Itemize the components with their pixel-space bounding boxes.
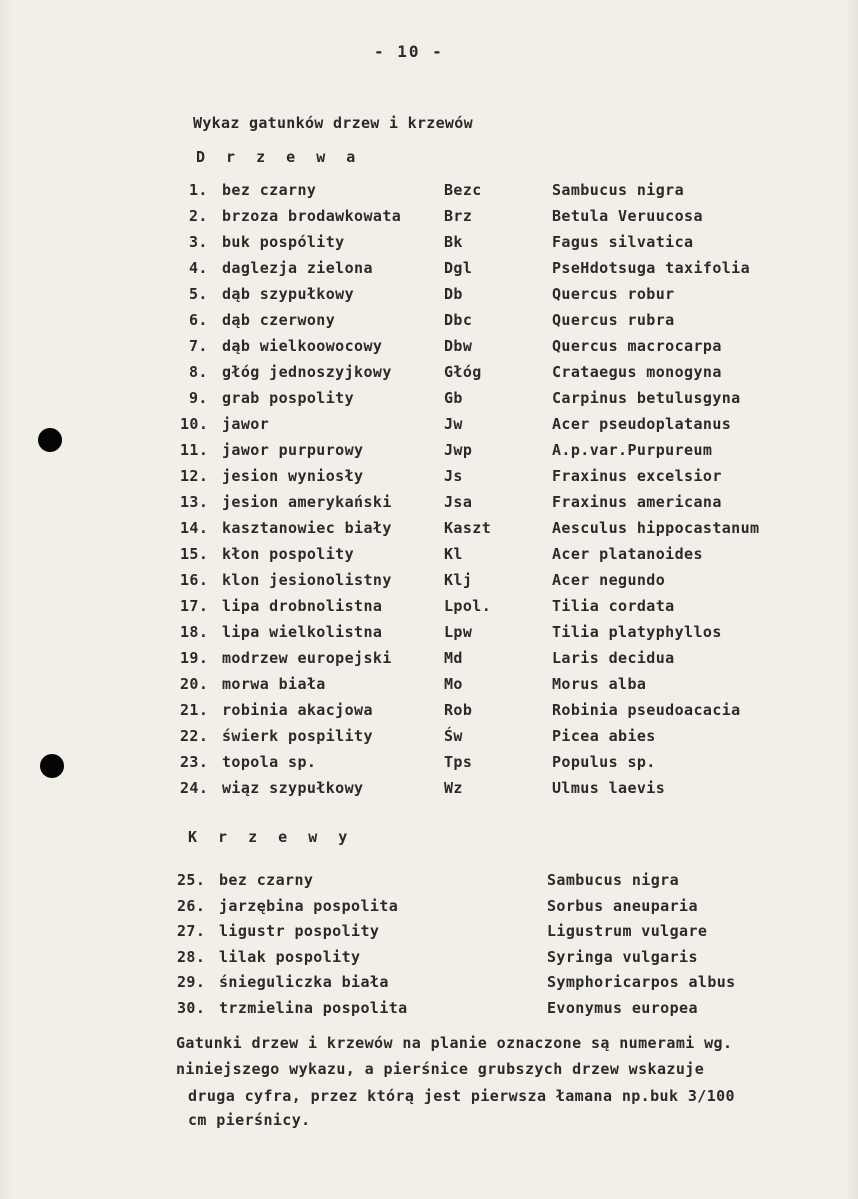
footer-line: niniejszego wykazu, a pierśnice grubszych drzew wskazuje <box>176 1060 705 1078</box>
shrub-number: 27. <box>177 922 206 940</box>
shrubs-heading: K r z e w y <box>188 828 354 846</box>
punch-hole-bottom <box>40 754 64 778</box>
tree-latin-name: Tilia platyphyllos <box>552 623 722 641</box>
tree-polish-name: modrzew europejski <box>222 649 392 667</box>
tree-abbreviation: Dbw <box>444 337 473 355</box>
tree-abbreviation: Bk <box>444 233 463 251</box>
tree-polish-name: wiąz szypułkowy <box>222 779 364 797</box>
tree-number: 3. <box>189 233 208 251</box>
tree-latin-name: Sambucus nigra <box>552 181 685 199</box>
tree-abbreviation: Dgl <box>444 259 473 277</box>
tree-polish-name: lipa wielkolistna <box>222 623 383 641</box>
tree-polish-name: klon jesionolistny <box>222 571 392 589</box>
tree-number: 21. <box>180 701 209 719</box>
shrub-polish-name: jarzębina pospolita <box>219 896 399 915</box>
tree-latin-name: Acer negundo <box>552 571 666 589</box>
tree-polish-name: jesion wyniosły <box>222 467 364 485</box>
tree-number: 14. <box>180 519 209 537</box>
tree-abbreviation: Lpol. <box>444 597 492 615</box>
tree-latin-name: Acer pseudoplatanus <box>552 415 732 433</box>
tree-latin-name: Laris decidua <box>552 649 675 667</box>
tree-abbreviation: Jsa <box>444 493 473 511</box>
tree-number: 19. <box>180 649 209 667</box>
tree-latin-name: Tilia cordata <box>552 597 675 615</box>
tree-abbreviation: Db <box>444 285 463 303</box>
shrub-latin-name: Ligustrum vulgare <box>547 922 708 940</box>
tree-abbreviation: Gb <box>444 389 463 407</box>
tree-abbreviation: Jw <box>444 415 463 433</box>
tree-latin-name: Quercus macrocarpa <box>552 337 722 355</box>
tree-number: 23. <box>180 753 209 771</box>
tree-latin-name: Fraxinus americana <box>552 493 722 511</box>
tree-latin-name: Crataegus monogyna <box>552 363 722 381</box>
shrub-polish-name: bez czarny <box>219 871 314 889</box>
tree-abbreviation: Mo <box>444 675 463 693</box>
tree-number: 18. <box>180 623 209 641</box>
tree-number: 10. <box>180 415 209 433</box>
tree-latin-name: Morus alba <box>552 675 647 693</box>
tree-polish-name: dąb wielkoowocowy <box>222 337 383 355</box>
tree-abbreviation: Kaszt <box>444 519 492 537</box>
tree-abbreviation: Js <box>444 467 463 485</box>
tree-abbreviation: Tps <box>444 753 473 771</box>
tree-polish-name: jawor <box>222 415 270 433</box>
tree-latin-name: Quercus rubra <box>552 311 675 329</box>
trees-heading: D r z e w a <box>196 148 362 166</box>
tree-number: 6. <box>189 311 208 329</box>
tree-abbreviation: Dbc <box>444 311 473 329</box>
tree-latin-name: Aesculus hippocastanum <box>552 519 760 537</box>
tree-polish-name: bez czarny <box>222 181 317 199</box>
tree-latin-name: Robinia pseudoacacia <box>552 701 741 719</box>
tree-latin-name: Ulmus laevis <box>552 779 666 797</box>
tree-abbreviation: Brz <box>444 207 473 225</box>
shrub-latin-name: Evonymus europea <box>547 998 698 1017</box>
tree-polish-name: topola sp. <box>222 753 317 771</box>
tree-number: 13. <box>180 493 209 511</box>
shrub-polish-name: trzmielina pospolita <box>219 998 408 1017</box>
tree-latin-name: Populus sp. <box>552 753 656 771</box>
tree-number: 4. <box>189 259 208 277</box>
tree-polish-name: buk pospólity <box>222 233 345 251</box>
tree-polish-name: morwa biała <box>222 675 326 693</box>
tree-number: 11. <box>180 441 209 459</box>
tree-latin-name: PseHdotsuga taxifolia <box>552 259 751 277</box>
tree-polish-name: jawor purpurowy <box>222 441 364 459</box>
tree-latin-name: Carpinus betulusgyna <box>552 389 741 407</box>
tree-number: 2. <box>189 207 208 225</box>
tree-number: 1. <box>189 181 208 199</box>
tree-polish-name: świerk pospility <box>222 727 373 745</box>
tree-number: 9. <box>189 389 208 407</box>
tree-abbreviation: Klj <box>444 571 473 589</box>
tree-polish-name: głóg jednoszyjkowy <box>222 363 392 381</box>
tree-polish-name: grab pospolity <box>222 389 355 407</box>
shrub-number: 30. <box>177 998 206 1017</box>
punch-hole-top <box>38 428 62 452</box>
tree-polish-name: brzoza brodawkowata <box>222 207 402 225</box>
page-number: - 10 - <box>374 42 444 61</box>
tree-abbreviation: Rob <box>444 701 473 719</box>
tree-abbreviation: Wz <box>444 779 463 797</box>
tree-latin-name: Fraxinus excelsior <box>552 467 722 485</box>
shrub-number: 26. <box>177 896 206 915</box>
shrub-latin-name: Sorbus aneuparia <box>547 896 698 915</box>
tree-polish-name: dąb czerwony <box>222 311 336 329</box>
shrub-latin-name: Sambucus nigra <box>547 871 680 889</box>
page-title: Wykaz gatunków drzew i krzewów <box>193 114 473 132</box>
tree-number: 12. <box>180 467 209 485</box>
tree-polish-name: daglezja zielona <box>222 259 373 277</box>
tree-polish-name: jesion amerykański <box>222 493 392 511</box>
shrub-latin-name: Symphoricarpos albus <box>547 973 736 991</box>
shrub-number: 25. <box>177 871 206 889</box>
shrub-number: 29. <box>177 973 206 991</box>
tree-number: 17. <box>180 597 209 615</box>
tree-latin-name: Betula Veruucosa <box>552 207 703 225</box>
tree-polish-name: robinia akacjowa <box>222 701 373 719</box>
tree-abbreviation: Jwp <box>444 441 473 459</box>
tree-latin-name: Picea abies <box>552 727 656 745</box>
tree-latin-name: Quercus robur <box>552 285 675 303</box>
tree-number: 7. <box>189 337 208 355</box>
tree-polish-name: lipa drobnolistna <box>222 597 383 615</box>
shrub-polish-name: lilak pospolity <box>219 947 361 966</box>
footer-line: cm pierśnicy. <box>188 1111 311 1129</box>
tree-polish-name: kłon pospolity <box>222 545 355 563</box>
tree-polish-name: kasztanowiec biały <box>222 519 392 537</box>
tree-number: 20. <box>180 675 209 693</box>
tree-latin-name: A.p.var.Purpureum <box>552 441 713 459</box>
tree-number: 15. <box>180 545 209 563</box>
tree-number: 16. <box>180 571 209 589</box>
tree-abbreviation: Bezc <box>444 181 482 199</box>
footer-line: Gatunki drzew i krzewów na planie oznaczone są numerami wg. <box>176 1034 733 1052</box>
tree-abbreviation: Lpw <box>444 623 473 641</box>
shrub-polish-name: śnieguliczka biała <box>219 973 389 991</box>
shrub-polish-name: ligustr pospolity <box>219 922 380 940</box>
tree-polish-name: dąb szypułkowy <box>222 285 355 303</box>
tree-latin-name: Fagus silvatica <box>552 233 694 251</box>
tree-abbreviation: Głóg <box>444 363 482 381</box>
shrub-latin-name: Syringa vulgaris <box>547 947 698 966</box>
footer-line: druga cyfra, przez którą jest pierwsza łamana np.buk 3/100 <box>188 1087 735 1105</box>
tree-number: 5. <box>189 285 208 303</box>
tree-number: 22. <box>180 727 209 745</box>
shrub-number: 28. <box>177 947 206 966</box>
tree-abbreviation: Św <box>444 727 463 745</box>
tree-number: 8. <box>189 363 208 381</box>
tree-abbreviation: Md <box>444 649 463 667</box>
tree-number: 24. <box>180 779 209 797</box>
tree-latin-name: Acer platanoides <box>552 545 703 563</box>
tree-abbreviation: Kl <box>444 545 463 563</box>
